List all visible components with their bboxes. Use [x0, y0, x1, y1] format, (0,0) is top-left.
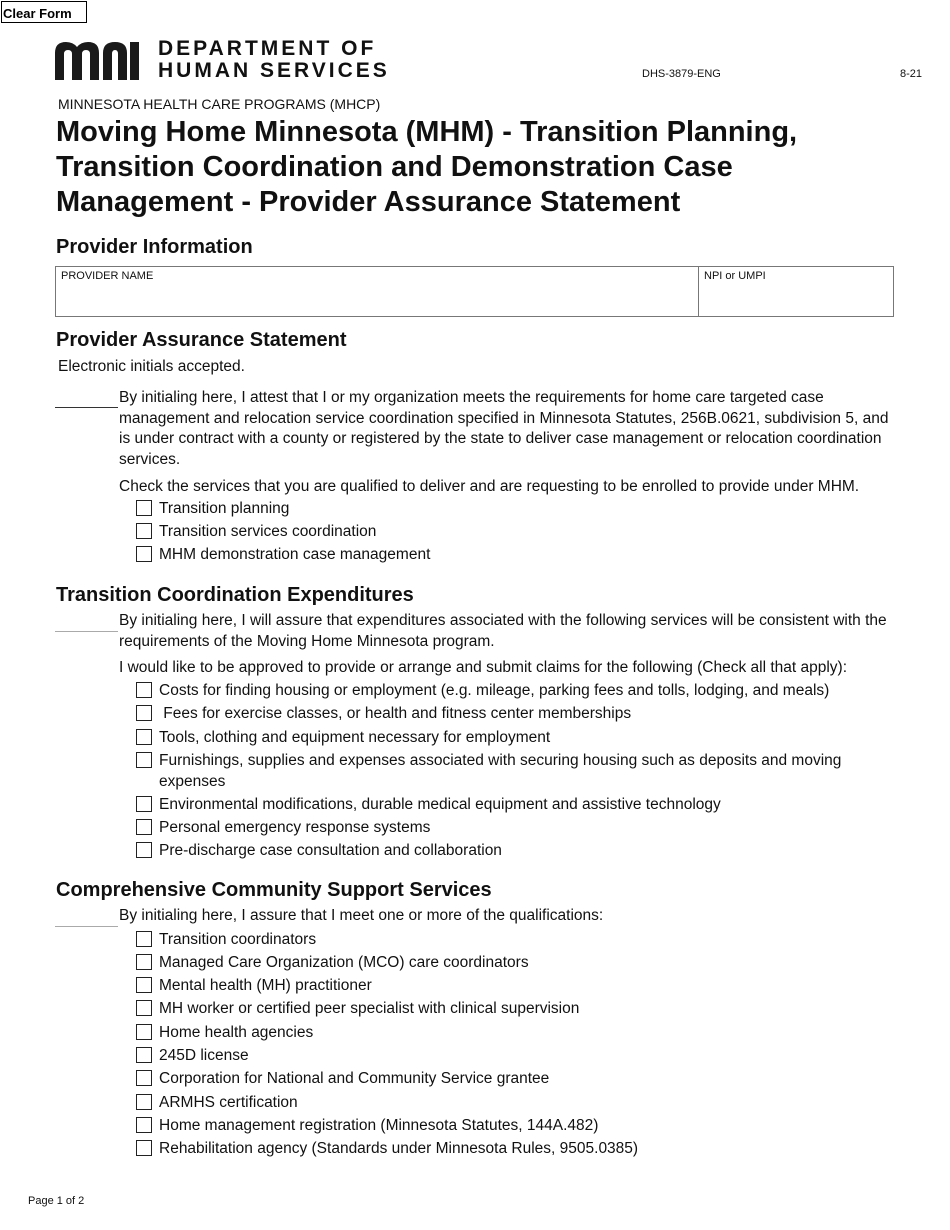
expenditure-option[interactable]: Costs for finding housing or employment (e.g. mileage, parking fees and tolls, lodging, and meals): [136, 681, 829, 701]
qualification-option[interactable]: Home management registration (Minnesota Statutes, 144A.482): [136, 1116, 598, 1136]
npi-field[interactable]: [699, 267, 893, 316]
checkbox[interactable]: [136, 977, 152, 993]
qualification-option[interactable]: Managed Care Organization (MCO) care coordinators: [136, 953, 529, 973]
provider-info-heading: Provider Information: [56, 236, 253, 258]
expenditure-option[interactable]: Furnishings, supplies and expenses associated with securing housing such as deposits and moving expenses: [136, 751, 866, 793]
checkbox[interactable]: [136, 931, 152, 947]
checkbox[interactable]: [136, 954, 152, 970]
page-number: Page 1 of 2: [28, 1195, 85, 1207]
expenditure-option[interactable]: Tools, clothing and equipment necessary for employment: [136, 728, 550, 748]
dhs-logo-icon: [55, 40, 145, 80]
checkbox[interactable]: [136, 1024, 152, 1040]
initials-field-community[interactable]: [55, 926, 118, 927]
clear-form-button[interactable]: Clear Form: [1, 1, 87, 23]
checkbox[interactable]: [136, 1117, 152, 1133]
program-label: MINNESOTA HEALTH CARE PROGRAMS (MHCP): [58, 96, 381, 112]
checkbox[interactable]: [136, 546, 152, 562]
expenditure-option[interactable]: Fees for exercise classes, or health and fitness center memberships: [136, 704, 631, 724]
checkbox[interactable]: [136, 523, 152, 539]
checkbox[interactable]: [136, 705, 152, 721]
expenditures-heading: Transition Coordination Expenditures: [56, 584, 414, 606]
form-code: DHS-3879-ENG: [642, 68, 721, 80]
expenditures-attest-text: By initialing here, I will assure that expenditures associated with the following services will be consistent with the requirements of the Moving Home Minnesota program.: [119, 612, 887, 650]
checkbox[interactable]: [136, 500, 152, 516]
provider-name-label: PROVIDER NAME: [61, 270, 154, 282]
checkbox[interactable]: [136, 1140, 152, 1156]
community-heading: Comprehensive Community Support Services: [56, 879, 492, 901]
initials-note: Electronic initials accepted.: [58, 358, 245, 375]
assurance-heading: Provider Assurance Statement: [56, 329, 347, 351]
checkbox[interactable]: [136, 842, 152, 858]
qualification-option[interactable]: 245D license: [136, 1046, 249, 1066]
qualification-option[interactable]: ARMHS certification: [136, 1093, 298, 1113]
expenditure-option[interactable]: Pre-discharge case consultation and collaboration: [136, 841, 502, 861]
qualification-option[interactable]: MH worker or certified peer specialist with clinical supervision: [136, 999, 579, 1019]
checkbox[interactable]: [136, 752, 152, 768]
checkbox[interactable]: [136, 1094, 152, 1110]
provider-info-table: [55, 266, 894, 317]
provider-name-field[interactable]: [56, 267, 699, 316]
checkbox[interactable]: [136, 1000, 152, 1016]
community-attest-text: By initialing here, I assure that I meet one or more of the qualifications:: [119, 907, 604, 924]
checkbox[interactable]: [136, 1070, 152, 1086]
expenditure-option[interactable]: Personal emergency response systems: [136, 818, 430, 838]
qualification-option[interactable]: Rehabilitation agency (Standards under Minnesota Rules, 9505.0385): [136, 1139, 638, 1159]
form-date: 8-21: [900, 68, 923, 80]
service-option[interactable]: MHM demonstration case management: [136, 545, 430, 565]
checkbox[interactable]: [136, 1047, 152, 1063]
initials-field-expenditures[interactable]: [55, 631, 118, 632]
checkbox[interactable]: [136, 729, 152, 745]
expenditures-intro: I would like to be approved to provide or arrange and submit claims for the following (Check all that apply):: [119, 659, 848, 676]
logo-text: DEPARTMENT OF HUMAN SERVICES: [158, 37, 390, 82]
services-intro: Check the services that you are qualified to deliver and are requesting to be enrolled to provide under MHM.: [119, 478, 860, 495]
checkbox[interactable]: [136, 819, 152, 835]
initials-field-assurance[interactable]: [55, 407, 118, 408]
service-option[interactable]: Transition services coordination: [136, 522, 376, 542]
qualification-option[interactable]: Mental health (MH) practitioner: [136, 976, 372, 996]
qualification-option[interactable]: Transition coordinators: [136, 930, 316, 950]
expenditure-option[interactable]: Environmental modifications, durable medical equipment and assistive technology: [136, 795, 721, 815]
checkbox[interactable]: [136, 796, 152, 812]
qualification-option[interactable]: Corporation for National and Community Service grantee: [136, 1069, 549, 1089]
checkbox[interactable]: [136, 682, 152, 698]
qualification-option[interactable]: Home health agencies: [136, 1023, 313, 1043]
page-title: Moving Home Minnesota (MHM) - Transition Planning, Transition Coordination and Demonstration Case Management - Provider Assurance Statement: [56, 116, 798, 218]
npi-label: NPI or UMPI: [704, 270, 766, 282]
assurance-attest-text: By initialing here, I attest that I or my organization meets the requirements for home care targeted case management and relocation service coordination specified in Minnesota Statutes, 256B.0621, subdivision 5, and is under contract with a county or registered by the state to deliver case management or relocation coordination services.: [119, 389, 889, 468]
service-option[interactable]: Transition planning: [136, 499, 289, 519]
